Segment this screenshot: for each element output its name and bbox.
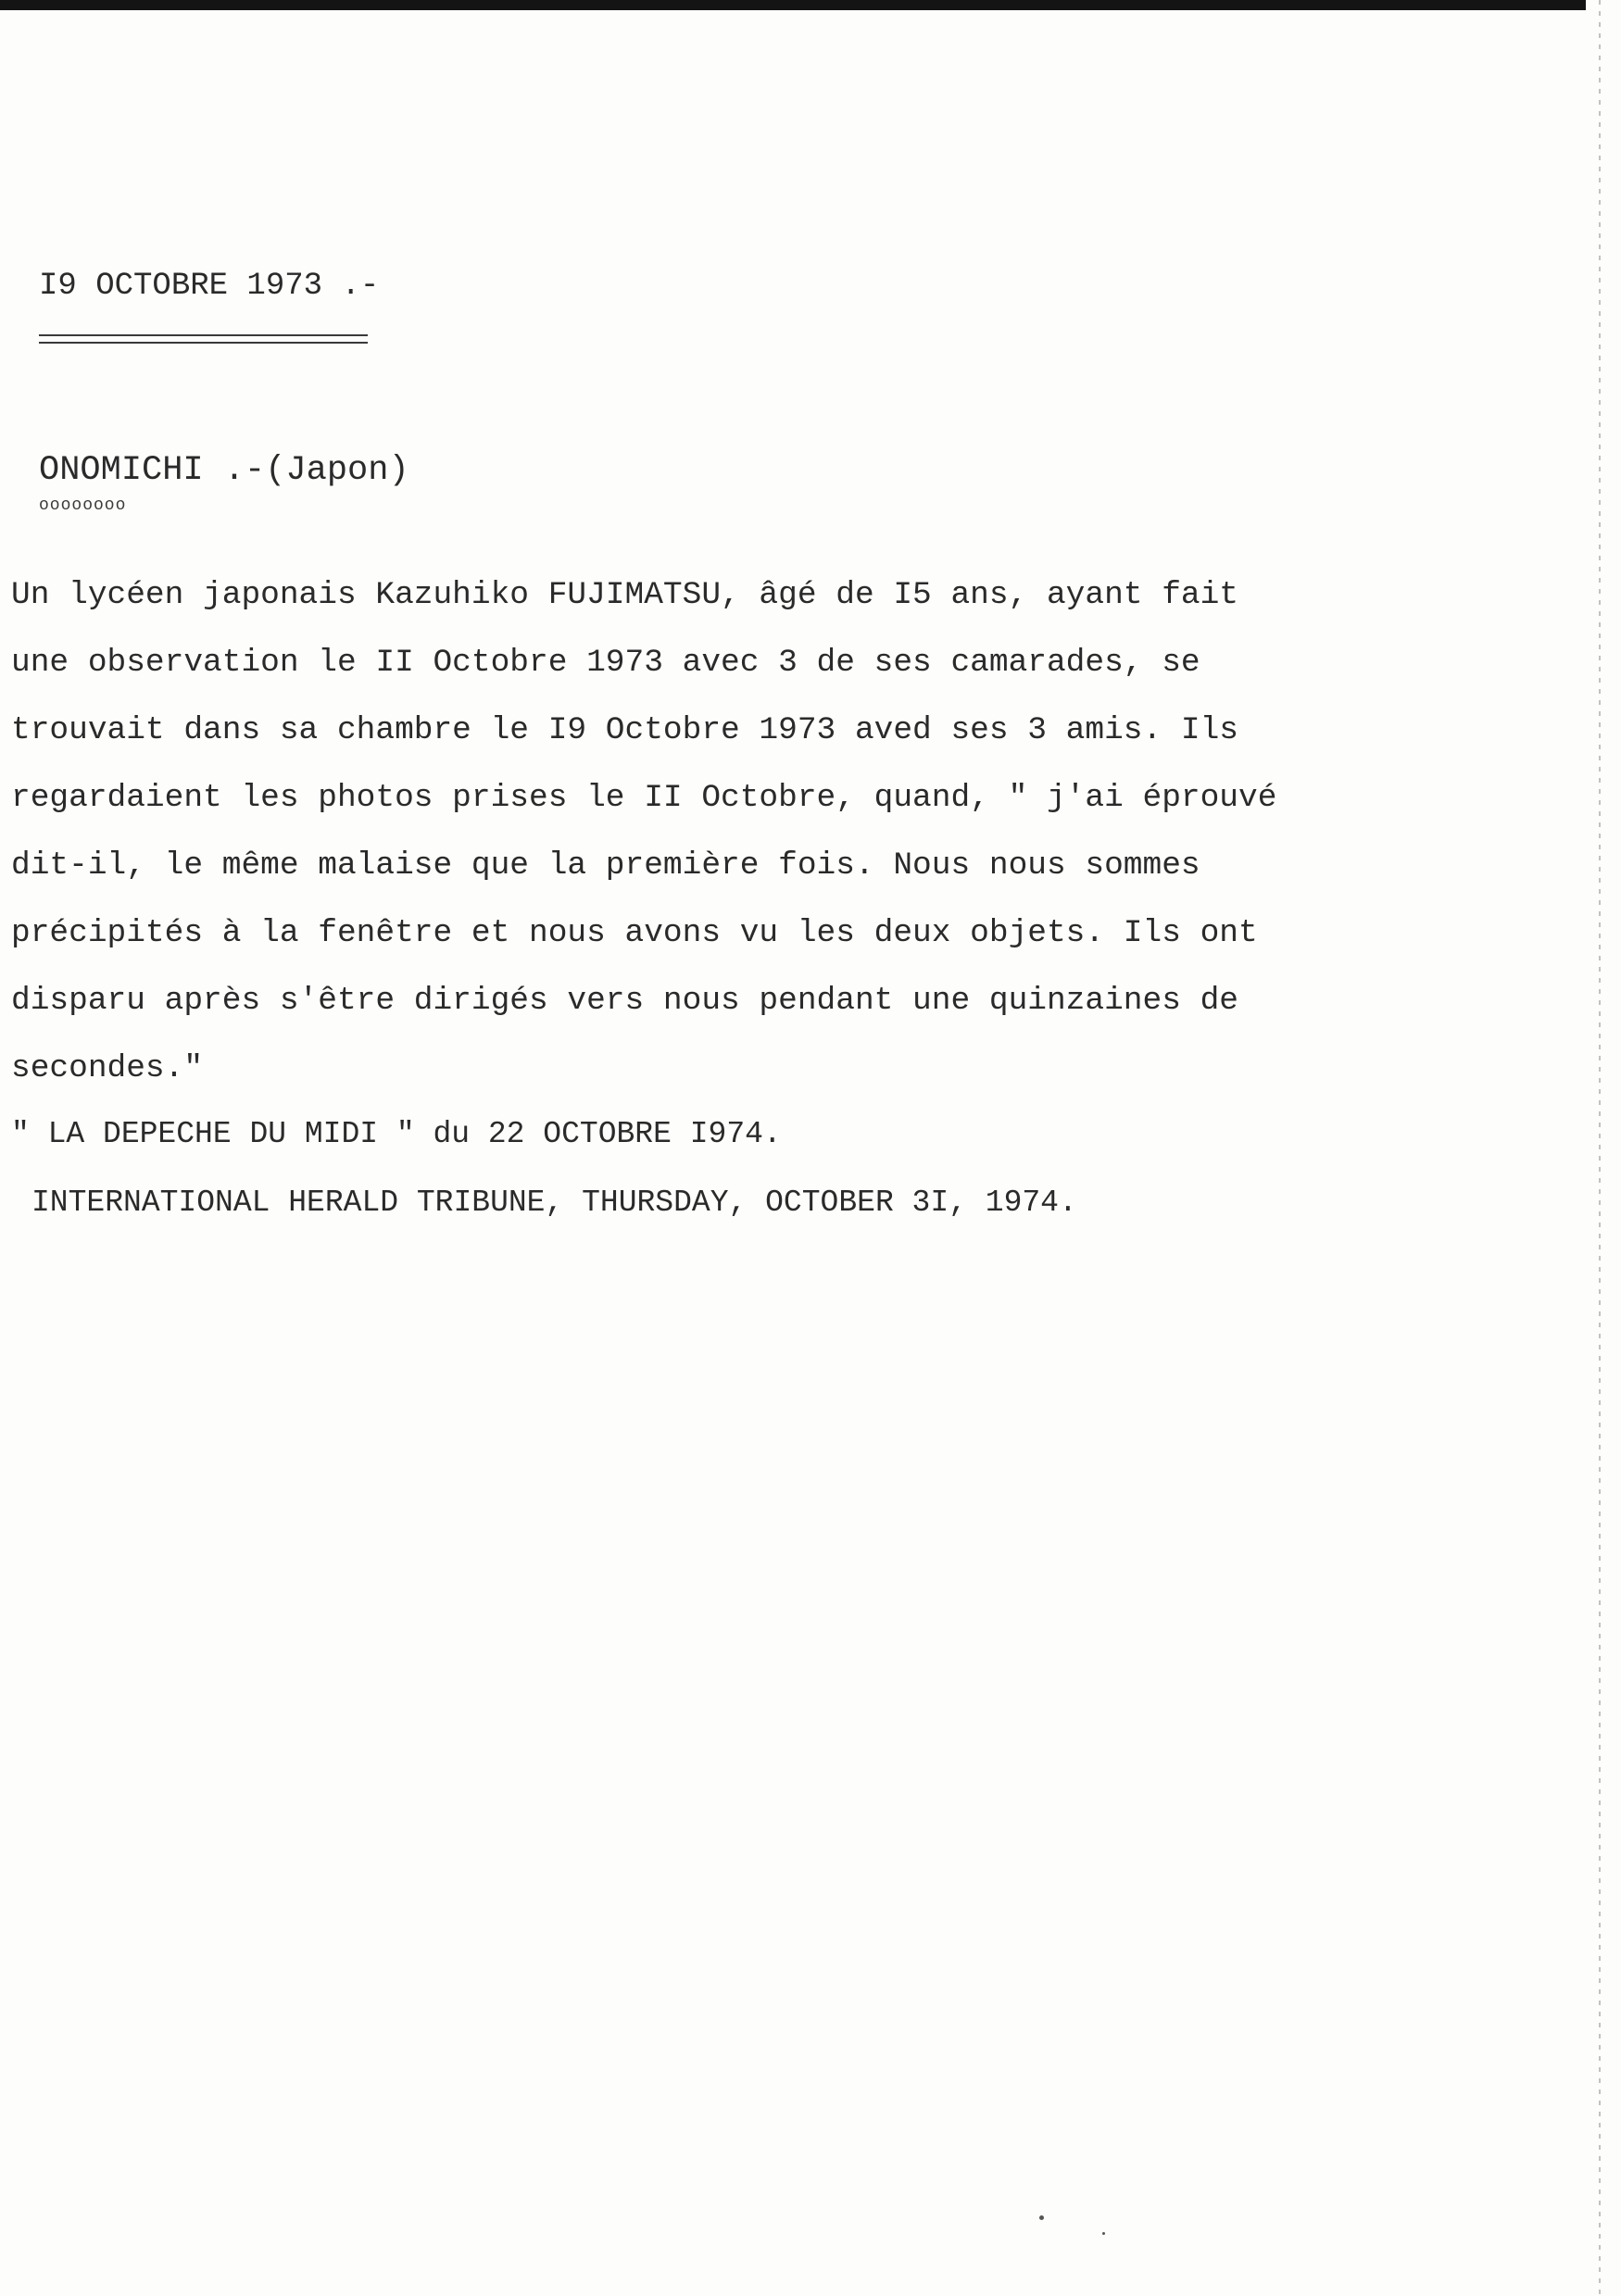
top-border-rule xyxy=(0,0,1586,10)
date-heading: I9 OCTOBRE 1973 .- xyxy=(39,269,380,304)
date-heading-double-underline xyxy=(39,334,368,345)
body-line: Un lycéen japonais Kazuhiko FUJIMATSU, âgé de I5 ans, ayant fait xyxy=(11,577,1239,613)
body-line: regardaient les photos prises le II Octobre, quand, " j'ai éprouvé xyxy=(11,780,1277,816)
right-page-edge xyxy=(1599,0,1601,2296)
source-international-herald-tribune: INTERNATIONAL HERALD TRIBUNE, THURSDAY, OCTOBER 3I, 1974. xyxy=(31,1186,1077,1220)
stray-ink-mark xyxy=(1039,2215,1044,2220)
body-line: dit-il, le même malaise que la première fois. Nous nous sommes xyxy=(11,847,1200,884)
body-line: disparu après s'être dirigés vers nous pendant une quinzaines de xyxy=(11,983,1239,1019)
body-line: trouvait dans sa chambre le I9 Octobre 1973 aved ses 3 amis. Ils xyxy=(11,712,1239,748)
place-heading: ONOMICHI .-(Japon) xyxy=(39,451,409,490)
body-line: secondes." xyxy=(11,1050,204,1086)
body-line: une observation le II Octobre 1973 avec 3 de ses camarades, se xyxy=(11,645,1200,681)
place-heading-underline-marker: oooooooo xyxy=(39,496,127,515)
body-line: précipités à la fenêtre et nous avons vu les deux objets. Ils ont xyxy=(11,915,1258,951)
source-la-depeche-du-midi: " LA DEPECHE DU MIDI " du 22 OCTOBRE I974. xyxy=(11,1117,782,1151)
stray-ink-mark xyxy=(1102,2232,1105,2235)
